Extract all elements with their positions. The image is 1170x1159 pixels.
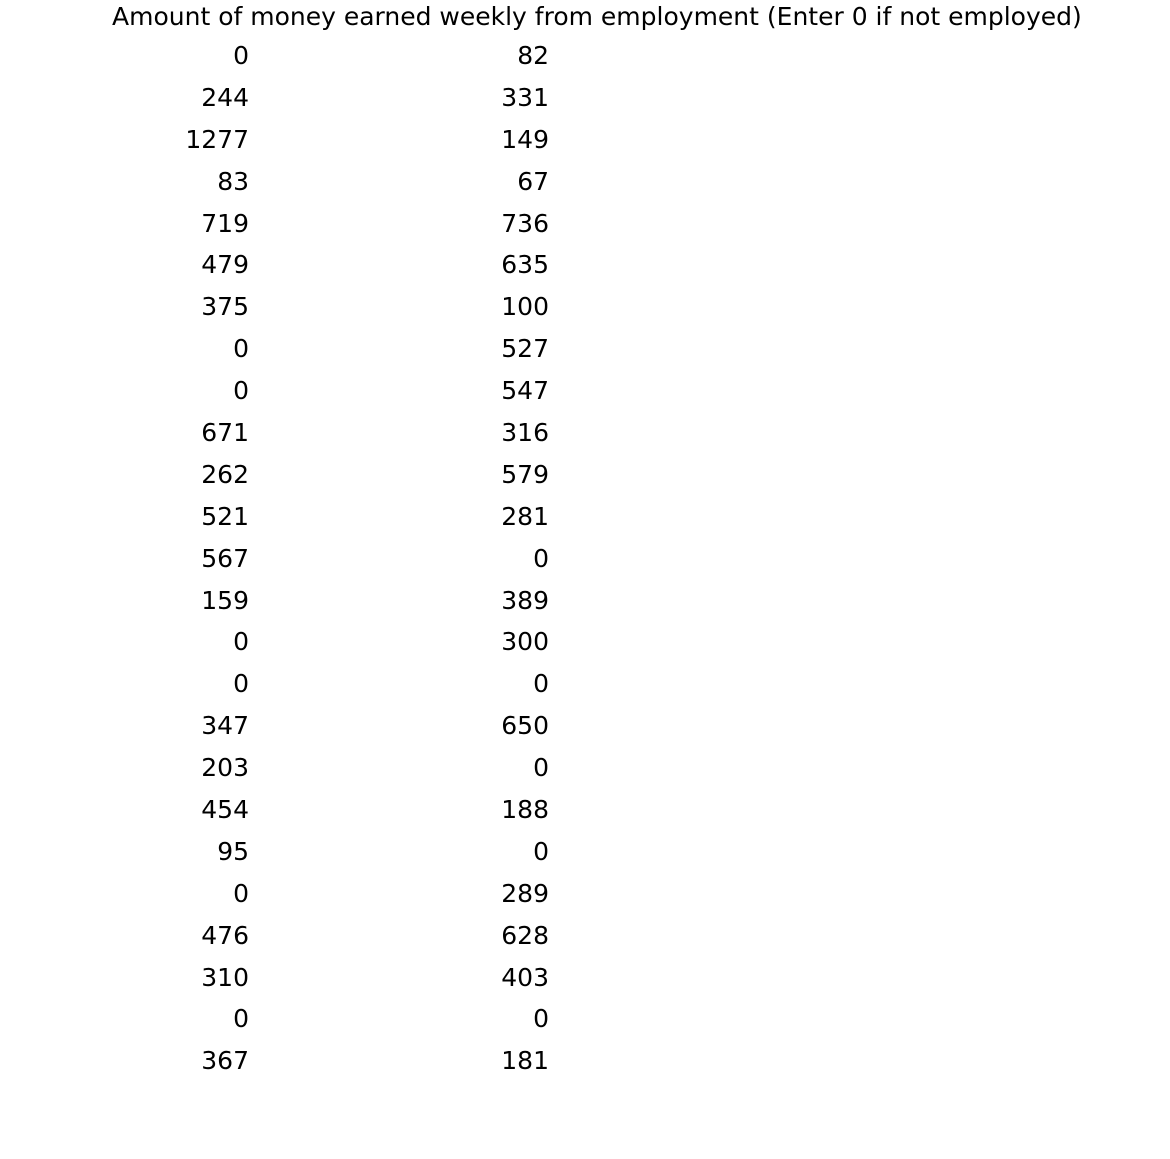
- table-row: [0, 705, 600, 747]
- cell-col2[interactable]: 0: [533, 1004, 549, 1034]
- table-row: [0, 328, 600, 370]
- data-table: [0, 35, 600, 1082]
- table-row: [0, 957, 600, 999]
- table-row: [0, 1040, 600, 1082]
- cell-col1[interactable]: 262: [201, 459, 249, 489]
- cell-col2[interactable]: 650: [501, 711, 549, 741]
- sheet-title: Amount of money earned weekly from employment (Enter 0 if not employed): [112, 2, 1082, 31]
- cell-col2[interactable]: 181: [501, 1046, 549, 1076]
- table-row: [0, 244, 600, 286]
- cell-col1[interactable]: 0: [233, 41, 249, 70]
- cell-col2[interactable]: 389: [501, 585, 549, 615]
- cell-col2[interactable]: 527: [501, 334, 549, 364]
- cell-col2[interactable]: 736: [501, 208, 549, 238]
- cell-col1[interactable]: 0: [233, 878, 249, 908]
- cell-col1[interactable]: 0: [233, 376, 249, 406]
- cell-col2[interactable]: 67: [517, 166, 549, 196]
- cell-col2[interactable]: 289: [501, 878, 549, 908]
- table-row: [0, 873, 600, 915]
- cell-col2[interactable]: 0: [533, 836, 549, 866]
- cell-col1[interactable]: 310: [201, 962, 249, 992]
- cell-col2[interactable]: 579: [501, 459, 549, 489]
- cell-col1[interactable]: 203: [201, 753, 249, 783]
- table-row: [0, 789, 600, 831]
- cell-col2[interactable]: 547: [501, 376, 549, 406]
- table-row: [0, 370, 600, 412]
- cell-col2[interactable]: 0: [533, 543, 549, 573]
- table-row: [0, 580, 600, 622]
- cell-col1[interactable]: 0: [233, 669, 249, 699]
- table-row: [0, 663, 600, 705]
- cell-col1[interactable]: 567: [201, 543, 249, 573]
- table-row: [0, 119, 600, 161]
- cell-col1[interactable]: 159: [201, 585, 249, 615]
- cell-col1[interactable]: 375: [201, 292, 249, 322]
- cell-col1[interactable]: 0: [233, 1004, 249, 1034]
- table-row: [0, 77, 600, 119]
- cell-col1[interactable]: 1277: [185, 124, 249, 154]
- cell-col1[interactable]: 719: [201, 208, 249, 238]
- table-row: [0, 538, 600, 580]
- cell-col1[interactable]: 479: [201, 250, 249, 280]
- cell-col1[interactable]: 347: [201, 711, 249, 741]
- cell-col2[interactable]: 149: [501, 124, 549, 154]
- table-row: [0, 496, 600, 538]
- cell-col2[interactable]: 316: [501, 418, 549, 448]
- cell-col2[interactable]: 331: [501, 82, 549, 112]
- cell-col2[interactable]: 0: [533, 669, 549, 699]
- cell-col1[interactable]: 367: [201, 1046, 249, 1076]
- table-row: [0, 286, 600, 328]
- table-row: [0, 454, 600, 496]
- cell-col1[interactable]: 83: [217, 166, 249, 196]
- cell-col2[interactable]: 100: [501, 292, 549, 322]
- table-row: [0, 747, 600, 789]
- cell-col2[interactable]: 403: [501, 962, 549, 992]
- table-row: [0, 998, 600, 1040]
- table-row: [0, 412, 600, 454]
- table-row: [0, 161, 600, 203]
- table-row: [0, 35, 600, 77]
- cell-col1[interactable]: 0: [233, 334, 249, 364]
- table-row: [0, 831, 600, 873]
- cell-col2[interactable]: 635: [501, 250, 549, 280]
- cell-col1[interactable]: 454: [201, 795, 249, 825]
- cell-col2[interactable]: 628: [501, 920, 549, 950]
- cell-col1[interactable]: 95: [217, 836, 249, 866]
- cell-col2[interactable]: 0: [533, 753, 549, 783]
- cell-col1[interactable]: 671: [201, 418, 249, 448]
- table-row: [0, 203, 600, 245]
- table-row: [0, 621, 600, 663]
- cell-col2[interactable]: 82: [517, 41, 549, 70]
- cell-col1[interactable]: 0: [233, 627, 249, 657]
- cell-col2[interactable]: 300: [501, 627, 549, 657]
- cell-col1[interactable]: 521: [201, 501, 249, 531]
- cell-col1[interactable]: 476: [201, 920, 249, 950]
- cell-col2[interactable]: 281: [501, 501, 549, 531]
- cell-col2[interactable]: 188: [501, 795, 549, 825]
- table-row: [0, 915, 600, 957]
- cell-col1[interactable]: 244: [201, 82, 249, 112]
